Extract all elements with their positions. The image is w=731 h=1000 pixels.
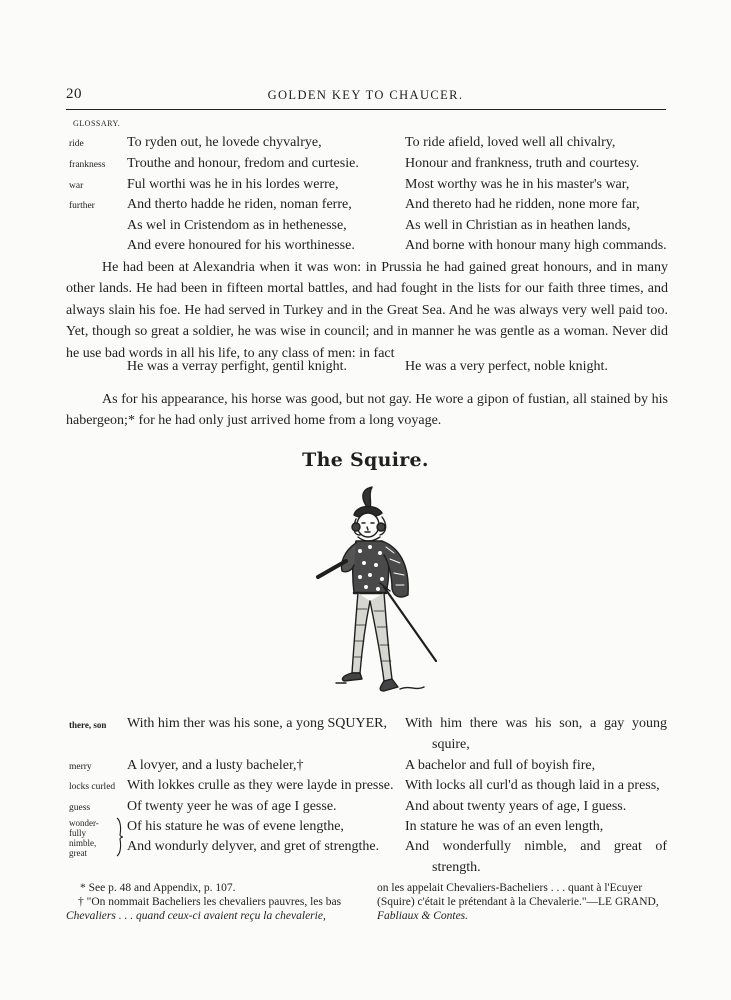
header-rule <box>66 109 666 110</box>
footnote-line: † "On nommait Bacheliers les chevaliers pauvres, les bas <box>78 896 342 908</box>
gloss: merry <box>69 762 92 772</box>
verse-line-modern: Most worthy was he in his master's war, <box>405 177 630 192</box>
verse-line-modern: In stature he was of an even length, <box>405 819 604 834</box>
verse-line-modern: A bachelor and full of boyish fire, <box>405 758 596 773</box>
gloss: locks curled <box>69 782 116 792</box>
squire-illustration <box>300 485 450 700</box>
brace-icon <box>116 817 124 857</box>
prose-paragraph: He had been at Alexandria when it was won: in Prussia he had gained great honours, and in many other lands. He had been in fifteen mortal battles, and had fought in the lists for our faith three times, and always slain his foe. He had served in Turkey and in the Great Sea. And he was always very well paid too. Yet, though so great a soldier, he was wise in council; and in manner he was gentle as a woman. Never did he use bad words in all his life, to any class of men: in fact <box>66 260 668 361</box>
footnote-line: Fabliaux & Contes. <box>377 910 469 922</box>
gloss: further <box>69 201 95 211</box>
verse-line-original: With him ther was his sone, a yong SQUYER, <box>127 716 387 731</box>
gloss: fully <box>69 828 86 838</box>
verse-line-modern: As well in Christian as in heathen lands, <box>405 218 631 233</box>
verse-line-original: Ful worthi was he in his lordes werre, <box>127 177 339 192</box>
couplet-modern: He was a very perfect, noble knight. <box>405 359 608 374</box>
verse-line-modern: With him there was his son, a gay young <box>405 716 667 731</box>
footnote-line: on les appelait Chevaliers-Bacheliers . . . quant à l'Ecuyer <box>377 882 643 894</box>
gloss: great <box>69 848 87 858</box>
verse-line-original: And therto hadde he riden, noman ferre, <box>127 197 352 212</box>
gloss: ride <box>69 139 84 149</box>
verse-line-original: Of his stature he was of evene lengthe, <box>127 819 344 834</box>
prose-paragraph-2: As for his appearance, his horse was good, but not gay. He wore a gipon of fustian, all stained by his habergeon;* for he had only just arrived home from a long voyage. <box>66 392 668 429</box>
footnote-line: (Squire) c'était le prétendant à la Chevalerie."—LE GRAND, <box>377 896 659 908</box>
footnote-line: Chevaliers . . . quand ceux-ci avaient reçu la chevalerie, <box>66 910 326 922</box>
couplet-original: He was a verray perfight, gentil knight. <box>127 359 348 374</box>
verse-line-original: And evere honoured for his worthinesse. <box>127 238 355 253</box>
verse-line-modern: And thereto had he ridden, none more far, <box>405 197 640 212</box>
verse-line-original: With lokkes crulle as they were layde in presse. <box>127 778 394 793</box>
verse-line-modern: strength. <box>432 860 481 875</box>
running-title: GOLDEN KEY TO CHAUCER. <box>267 88 464 102</box>
verse-line-modern: Honour and frankness, truth and courtesy. <box>405 156 640 171</box>
gloss: there, son <box>69 720 107 730</box>
verse-line-original: Trouthe and honour, fredom and curtesie. <box>127 156 359 171</box>
gloss: wonder- <box>69 818 99 828</box>
verse-line-modern: And about twenty years of age, I guess. <box>405 799 627 814</box>
gloss: war <box>69 181 84 191</box>
verse-line-original: As wel in Cristendom as in hethenesse, <box>127 218 347 233</box>
section-title: The Squire. <box>302 449 429 471</box>
glossary-heading: GLOSSARY. <box>73 119 121 128</box>
verse-line-original: To ryden out, he lovede chyvalrye, <box>127 135 322 150</box>
verse-line-original: And wondurly delyver, and gret of strengthe. <box>127 839 380 854</box>
verse-line-modern: squire, <box>432 737 470 752</box>
gloss: frankness <box>69 160 106 170</box>
verse-line-modern: And wonderfully nimble, and great of <box>405 839 667 854</box>
verse-line-modern: To ride afield, loved well all chivalry, <box>405 135 616 150</box>
footnote-line: * See p. 48 and Appendix, p. 107. <box>80 882 236 894</box>
page-number: 20 <box>66 86 82 102</box>
verse-line-modern: With locks all curl'd as though laid in a press, <box>405 778 660 793</box>
verse-line-modern: And borne with honour many high commands. <box>405 238 667 253</box>
verse-line-original: A lovyer, and a lusty bacheler,† <box>127 758 304 773</box>
gloss: guess <box>69 803 91 813</box>
gloss: nimble, <box>69 838 97 848</box>
verse-line-original: Of twenty yeer he was of age I gesse. <box>127 799 337 814</box>
